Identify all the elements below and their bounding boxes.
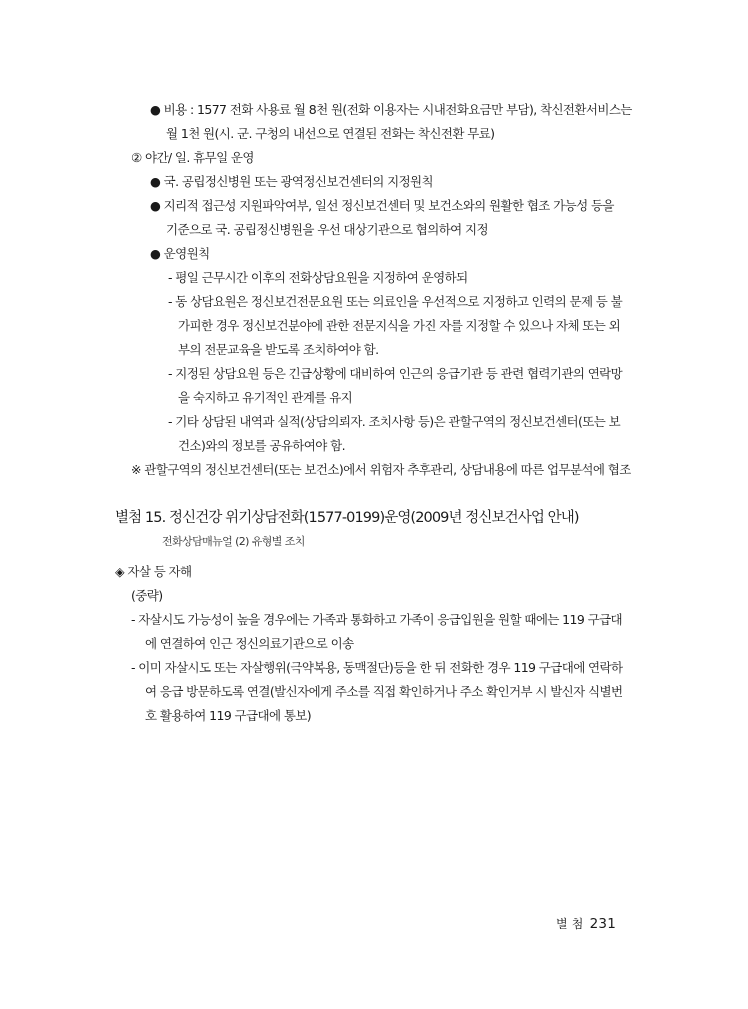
text-line: - 이미 자살시도 또는 자살행위(극약복용, 동맥절단)등을 한 뒤 전화한 경우 119 구급대에 연락하 [131, 660, 623, 675]
text-line: (중략) [131, 588, 163, 603]
page-footer [556, 915, 616, 932]
text-line: - 평일 근무시간 이후의 전화상담요원을 지정하여 운영하되 [168, 270, 468, 285]
page-number: 231 [589, 916, 616, 932]
text-line: - 기타 상담된 내역과 실적(상담의뢰자. 조치사항 등)은 관할구역의 정신보건센터(또는 보 [168, 414, 621, 429]
text-line: ● 운영원칙 [150, 246, 210, 261]
text-line: 에 연결하여 인근 정신의료기관으로 이송 [145, 636, 354, 651]
text-line: ● 지리적 접근성 지원파악여부, 일선 정신보건센터 및 보건소와의 원활한 협조 가능성 등을 [150, 198, 614, 213]
text-line: ● 국. 공립정신병원 또는 광역정신보건센터의 지정원칙 [150, 174, 433, 189]
appendix-subtitle: 전화상담매뉴얼 (2) 유형별 조치 [162, 535, 305, 548]
text-line: 여 응급 방문하도록 연결(발신자에게 주소를 직접 확인하거나 주소 확인거부 시 발신자 식별번 [145, 684, 623, 699]
note-line: ※ 관할구역의 정신보건센터(또는 보건소)에서 위험자 추후관리, 상담내용에 따른 업무분석에 협조 [131, 462, 631, 477]
text-line: ● 비용 : 1577 전화 사용료 월 8천 원(전화 이용자는 시내전화요금만 부담), 착신전환서비스는 [150, 102, 632, 117]
text-line: 을 숙지하고 유기적인 관계를 유지 [178, 390, 353, 405]
text-line: - 자살시도 가능성이 높을 경우에는 가족과 통화하고 가족이 응급입원을 원할 때에는 119 구급대 [131, 612, 623, 627]
footer-section-label: 별 첨 [556, 917, 584, 931]
text-line: 가피한 경우 정신보건분야에 관한 전문지식을 가진 자를 지정할 수 있으나 자체 또는 외 [178, 318, 621, 333]
text-line: ◈ 자살 등 자해 [115, 564, 192, 579]
appendix-title: 별첨 15. 정신건강 위기상담전화(1577-0199)운영(2009년 정신보건사업 안내) [115, 510, 579, 526]
text-line: 월 1천 원(시. 군. 구청의 내선으로 연결된 전화는 착신전환 무료) [166, 126, 495, 141]
text-line: ② 야간/ 일. 휴무일 운영 [131, 150, 254, 165]
text-line: 기준으로 국. 공립정신병원을 우선 대상기관으로 협의하여 지정 [166, 222, 488, 237]
text-line: 부의 전문교육을 받도록 조치하여야 함. [178, 342, 379, 357]
text-line: 호 활용하여 119 구급대에 통보) [145, 708, 312, 723]
text-line: 건소)와의 정보를 공유하여야 함. [178, 438, 345, 453]
text-line: - 동 상담요원은 정신보건전문요원 또는 의료인을 우선적으로 지정하고 인력의 문제 등 불 [168, 294, 623, 309]
text-line: - 지정된 상담요원 등은 긴급상황에 대비하여 인근의 응급기관 등 관련 협력기관의 연락망 [168, 366, 623, 381]
